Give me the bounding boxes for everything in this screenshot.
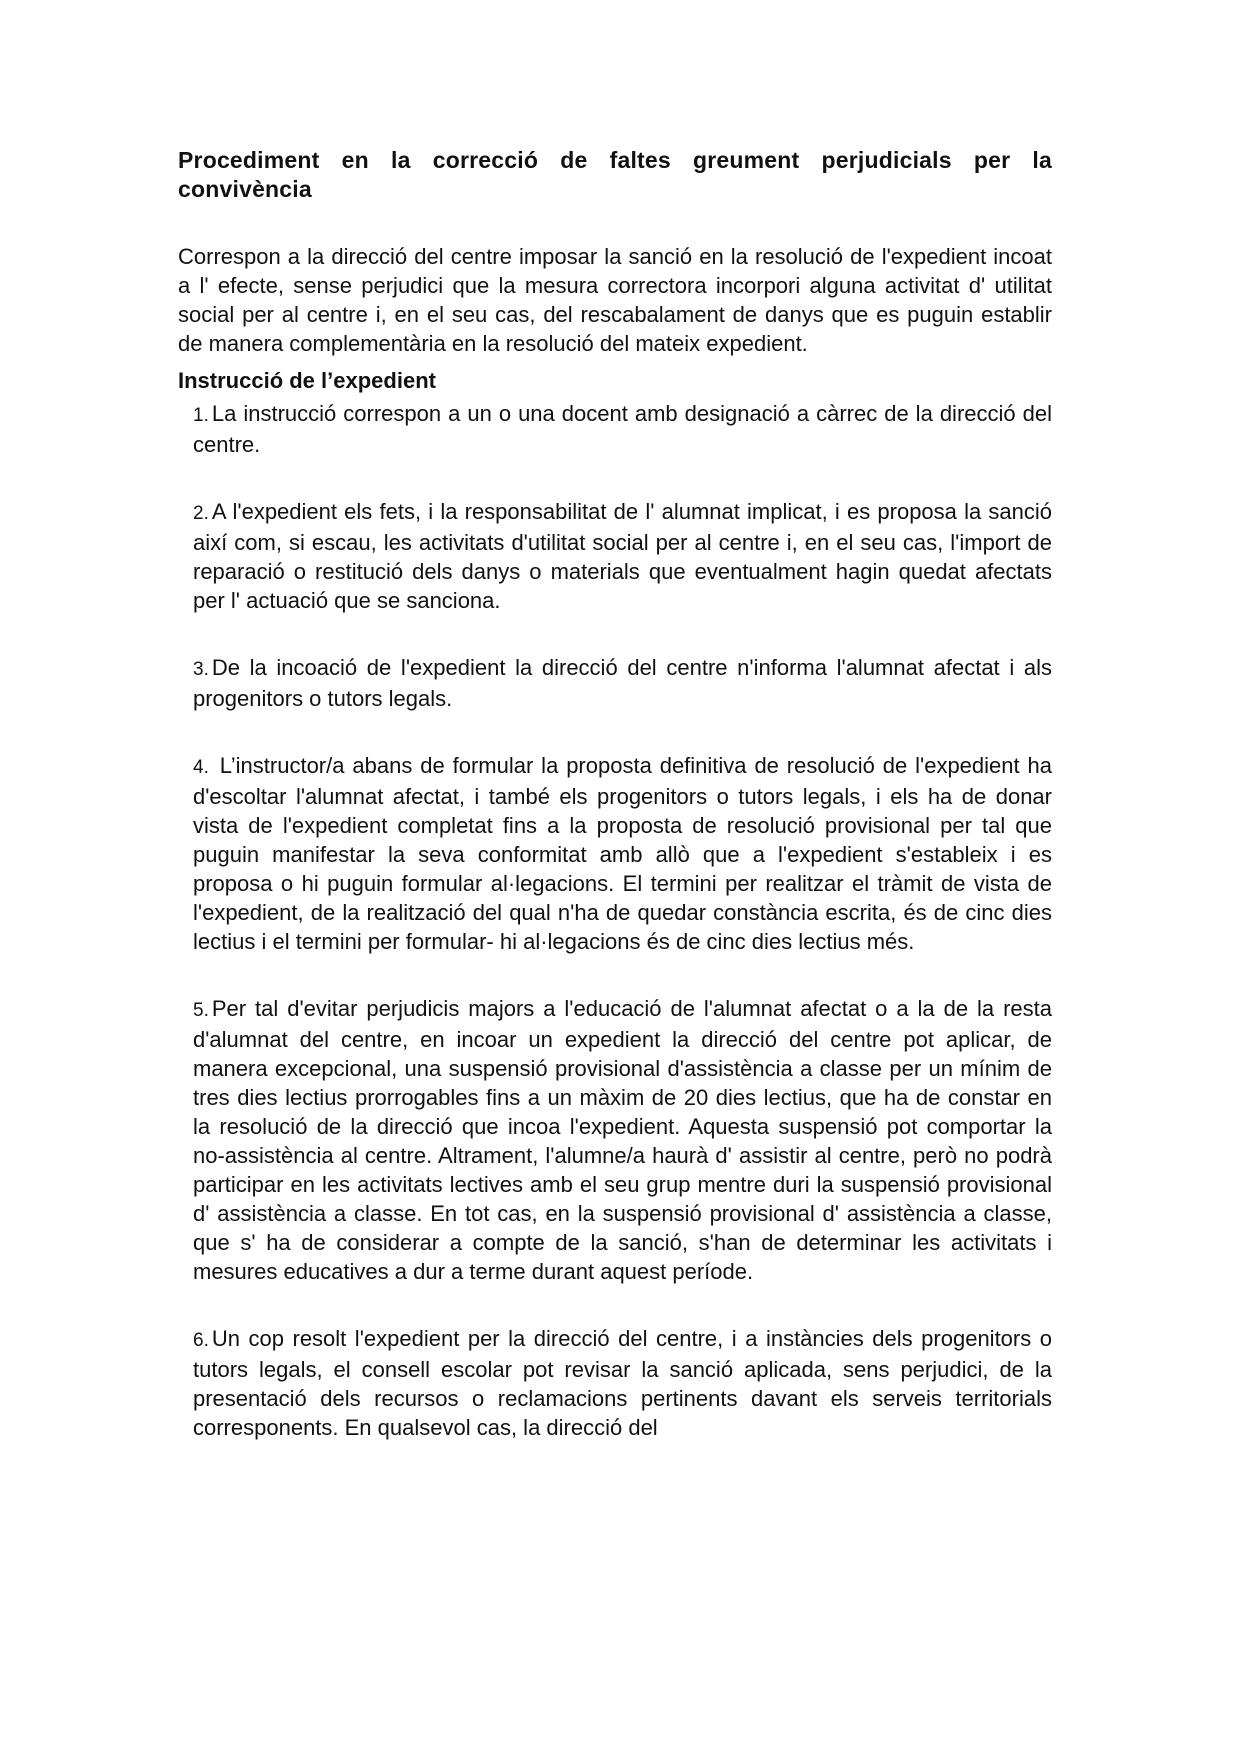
item-number: 4. [193,757,209,778]
item-text: L’instructor/a abans de formular la proposta definitiva de resolució de l'expedient ha d'escoltar l'alumnat afectat, i també els progenitors o tutors legals, i els ha de donar vista de l'expedient completat fins a la proposta de resolució provisional per tal que puguin manifestar la seva conformitat amb allò que a l'expedient s'estableix i es proposa o hi puguin formular al·legacions. El termini per realitzar el tràmit de vista de l'expedient, de la realització del qual n'ha de quedar constància escrita, és de cinc dies lectius i el termini per formular- hi al·legacions és de cinc dies lectius més. [193,753,1052,954]
list-item [193,497,1052,615]
item-text: Per tal d'evitar perjudicis majors a l'educació de l'alumnat afectat o a la de la resta d'alumnat del centre, en incoar un expedient la direcció del centre pot aplicar, de manera excepcional, una suspensió provisional d'assistència a classe per un mínim de tres dies lectius prorrogables fins a un màxim de 20 dies lectius, que ha de constar en la resolució de la direcció que incoa l'expedient. Aquesta suspensió pot comportar la no-assistència al centre. Altrament, l'alumne/a haurà d' assistir al centre, però no podrà participar en les activitats lectives amb el seu grup mentre duri la suspensió provisional d' assistència a classe. En tot cas, en la suspensió provisional d' assistència a classe, que s' ha de considerar a compte de la sanció, s'han de determinar les activitats i mesures educatives a dur a terme durant aquest període. [193,996,1052,1284]
intro-paragraph: Correspon a la direcció del centre imposar la sanció en la resolució de l'expedient incoat a l' efecte, sense perjudici que la mesura correctora incorpori alguna activitat d' utilitat social per al centre i, en el seu cas, del rescabalament de danys que es puguin establir de manera complementària en la resolució del mateix expedient. [178,244,1052,356]
document-page [178,146,1052,1442]
item-number: 3. [193,659,209,680]
list-item [193,1324,1052,1442]
item-number: 2. [193,503,209,524]
document-title: Procediment en la correcció de faltes greument perjudicials per la convivència [178,147,1052,202]
list-item [193,751,1052,956]
section-heading: Instrucció de l’expedient [178,368,436,393]
list-item [193,994,1052,1286]
procedure-steps-list [178,399,1052,1442]
item-number: 5. [193,1000,209,1021]
item-text: De la incoació de l'expedient la direcció del centre n'informa l'alumnat afectat i als progenitors o tutors legals. [193,655,1052,711]
item-number: 6. [193,1330,209,1351]
list-item [193,653,1052,713]
item-text: Un cop resolt l'expedient per la direcció del centre, i a instàncies dels progenitors o tutors legals, el consell escolar pot revisar la sanció aplicada, sens perjudici, de la presentació dels recursos o reclamacions pertinents davant els serveis territorials corresponents. En qualsevol cas, la direcció del [193,1326,1052,1440]
item-number: 1. [193,405,209,426]
list-item [193,399,1052,459]
item-text: La instrucció correspon a un o una docent amb designació a càrrec de la direcció del centre. [193,401,1052,457]
item-text: A l'expedient els fets, i la responsabilitat de l' alumnat implicat, i es proposa la sanció així com, si escau, les activitats d'utilitat social per al centre i, en el seu cas, l'import de reparació o restitució dels danys o materials que eventualment hagin quedat afectats per l' actuació que se sanciona. [193,499,1052,613]
